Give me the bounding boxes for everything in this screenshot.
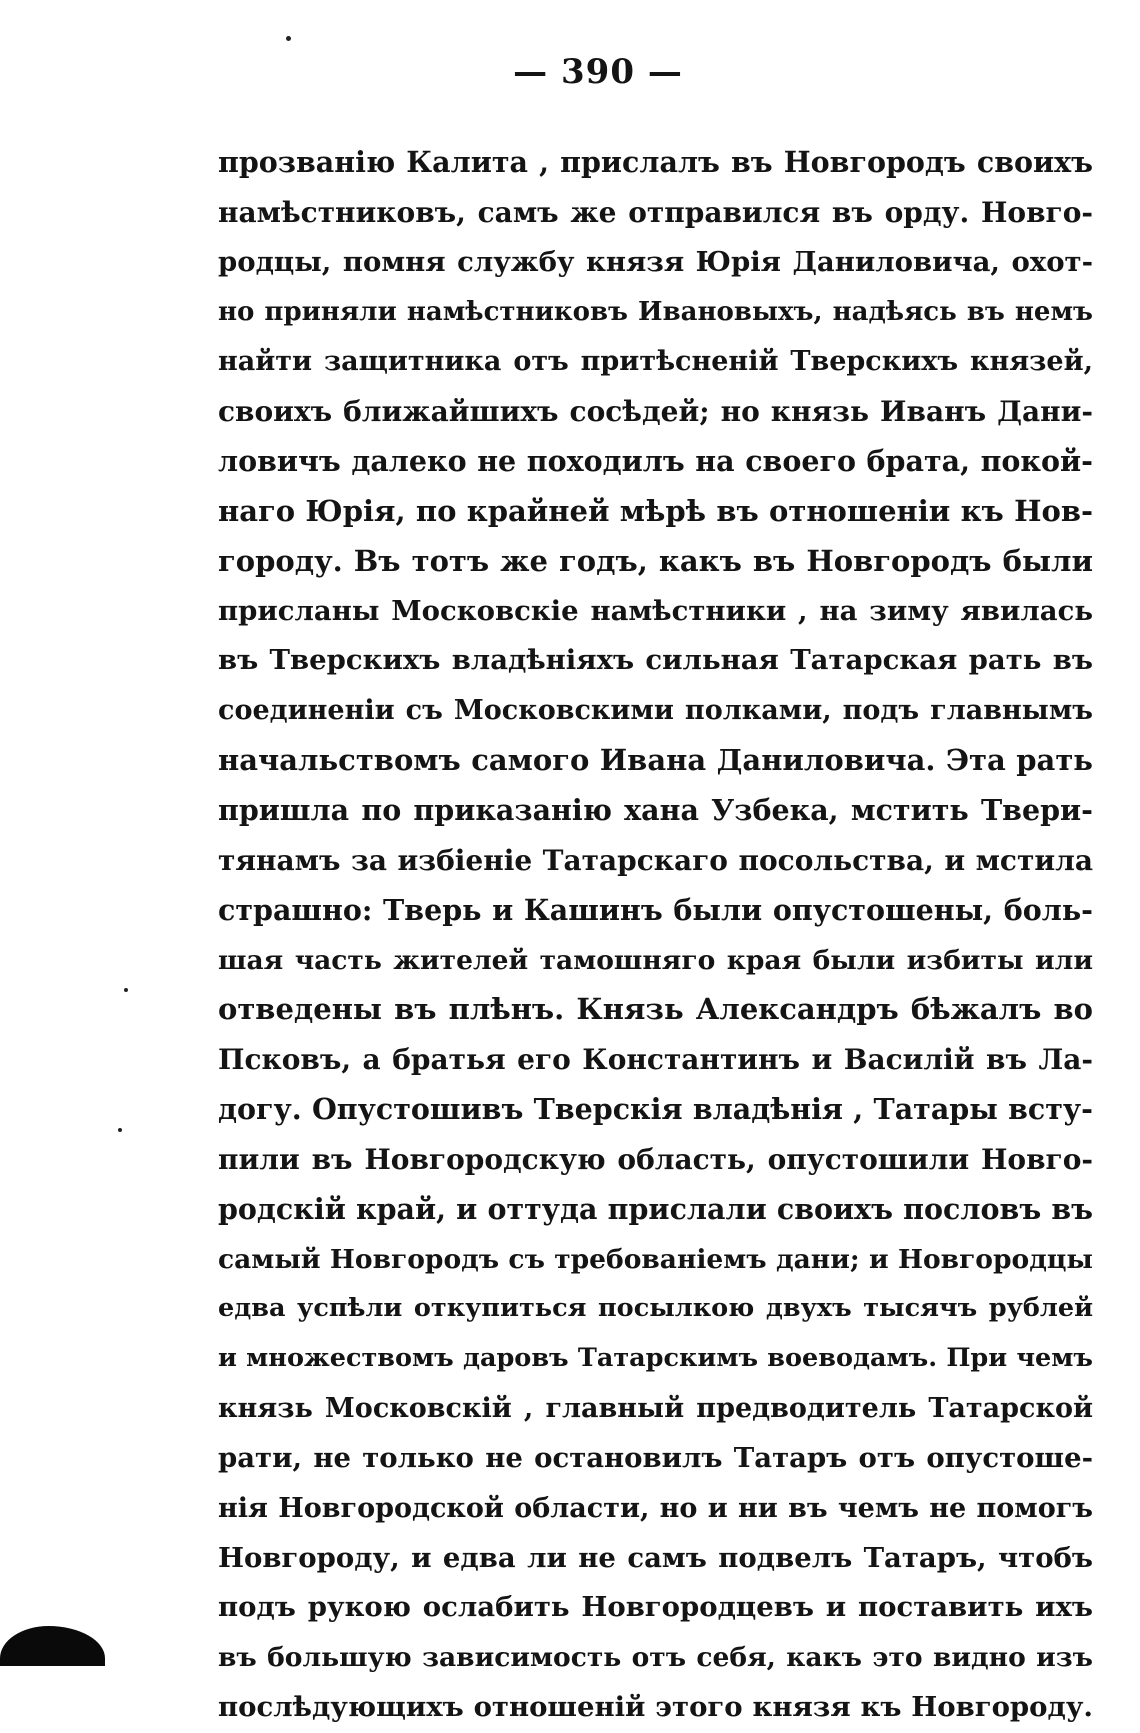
text-line: присланы Московскіе намѣстники , на зиму явилась [218,594,1093,627]
text-line: едва успѣли откупиться посылкою двухъ тысячъ рублей [218,1293,1093,1324]
text-line: подъ рукою ослабить Новгородцевъ и поставить ихъ [218,1591,1093,1624]
text-line: намѣстниковъ, самъ же отправился въ орду. Новго- [218,195,1093,229]
text-line: нія Новгородской области, но и ни въ чемъ не помогъ [218,1492,1093,1524]
text-line: соединеніи съ Московскими полками, подъ главнымъ [218,695,1093,727]
text-line: но приняли намѣстниковъ Ивановыхъ, надѣясь въ немъ [218,296,1093,327]
text-line: найти защитника отъ притѣсненій Тверскихъ князей, [218,346,1093,378]
text-line: пили въ Новгородскую область, опустошили Новго- [218,1142,1093,1176]
text-line: догу. Опустошивъ Тверскія владѣнія , Татары всту- [218,1092,1093,1127]
text-line: Новгороду, и едва ли не самъ подвелъ Татаръ, чтобъ [218,1541,1093,1574]
text-line: родцы, помня службу князя Юрія Даниловича, охот- [218,245,1093,278]
text-line: наго Юрія, по крайней мѣрѣ въ отношеніи къ Нов- [218,493,1093,528]
page-number: — 390 — [513,52,683,92]
text-line: шая часть жителей тамошняго края были избиты или [218,944,1093,976]
text-line: въ большую зависимость отъ себя, какъ это видно изъ [218,1642,1093,1674]
text-line: родскій край, и оттуда прислали своихъ пословъ въ [218,1191,1093,1226]
text-line: въ Тверскихъ владѣніяхъ сильная Татарская рать въ [218,644,1093,677]
text-line: городу. Въ тотъ же годъ, какъ въ Новгородъ были [218,543,1093,578]
text-line: начальствомъ самого Ивана Даниловича. Эта рать [218,743,1093,778]
text-line: прозванію Калита , прислалъ въ Новгородъ своихъ [218,145,1093,179]
text-line: князь Московскій , главный предводитель Татарской [218,1393,1093,1425]
text-line: послѣдующихъ отношеній этого князя къ Новгороду. [218,1691,1093,1724]
text-line: своихъ ближайшихъ сосѣдей; но князь Иванъ Дани- [218,395,1093,429]
text-line: Псковъ, а братья его Константинъ и Василій въ Ла- [218,1043,1093,1077]
ink-speck [118,1128,122,1132]
text-line: ловичъ далеко не походилъ на своего брата, покой- [218,444,1093,479]
text-line: самый Новгородъ съ требованіемъ дани; и Новгородцы [218,1243,1093,1275]
text-line: отведены въ плѣнъ. Князь Александръ бѣжалъ во [218,992,1093,1027]
ink-speck [286,36,291,41]
scan-smudge [0,1626,105,1666]
text-line: и множествомъ даровъ Татарскимъ воеводамъ. При чемъ [218,1343,1093,1374]
text-line: страшно: Тверь и Кашинъ были опустошены, боль- [218,892,1093,927]
body-text [218,138,1093,1733]
text-line: тянамъ за избіеніе Татарскаго посольства, и мстила [218,843,1093,877]
text-line: пришла по приказанію хана Узбека, мстить Твери- [218,792,1093,827]
text-line: рати, не только не остановилъ Татаръ отъ опустоше- [218,1441,1093,1474]
ink-speck [124,988,128,992]
